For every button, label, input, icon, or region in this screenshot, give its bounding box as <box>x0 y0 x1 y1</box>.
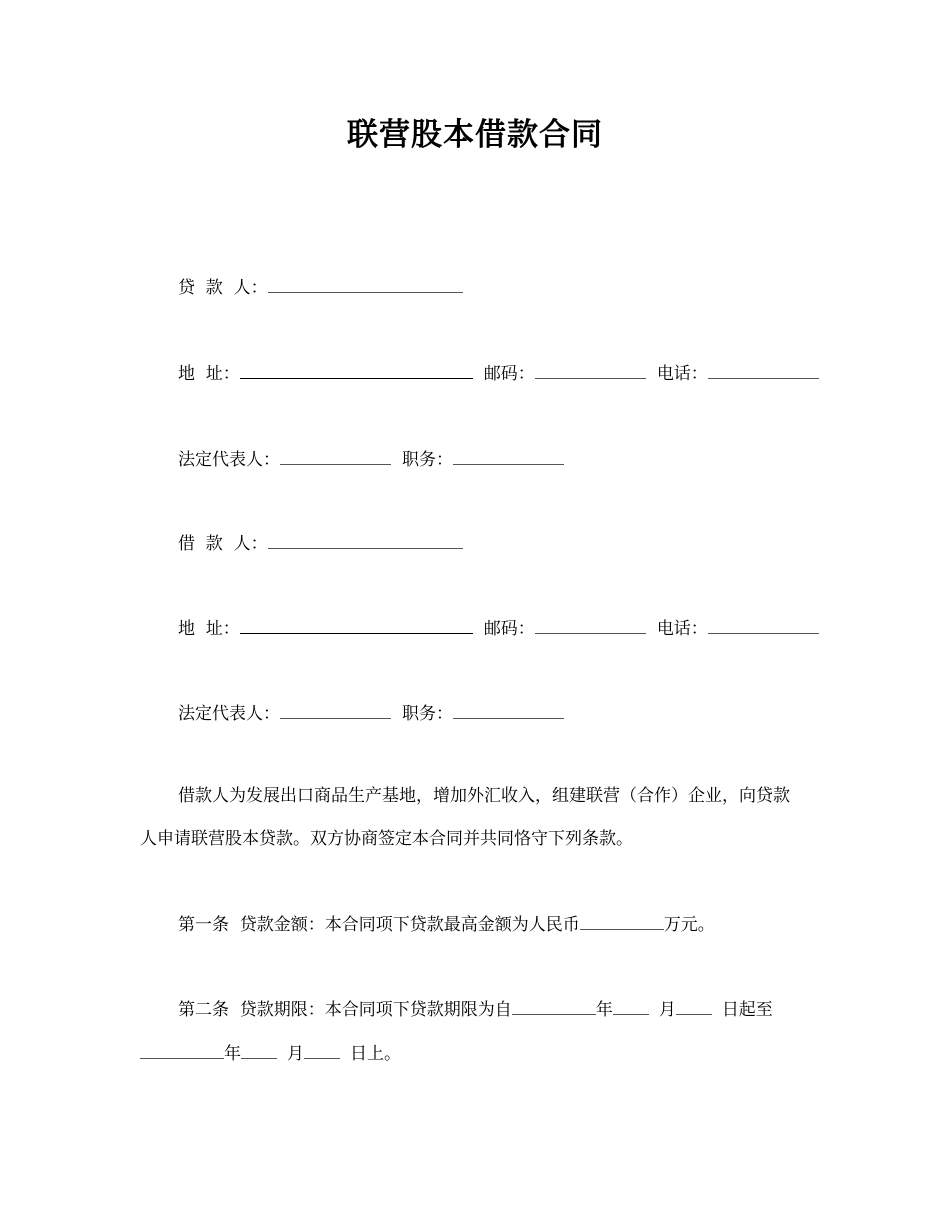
start-year-blank[interactable] <box>512 998 596 1015</box>
end-day-label: 日上。 <box>350 1044 401 1064</box>
end-year-blank[interactable] <box>140 1042 224 1059</box>
borrower-position-label: 职务： <box>402 704 453 724</box>
start-day-label: 日起至 <box>721 1000 773 1020</box>
borrower-postcode-blank[interactable] <box>535 615 646 634</box>
article-1-line <box>178 913 715 937</box>
end-day-blank[interactable] <box>304 1042 340 1059</box>
borrower-phone-blank[interactable] <box>708 615 819 634</box>
end-month-blank[interactable] <box>241 1042 277 1059</box>
article-1-unit: 万元。 <box>663 915 715 935</box>
end-year-label: 年 <box>224 1044 241 1064</box>
borrower-name-line <box>178 530 463 556</box>
start-day-blank[interactable] <box>676 998 712 1015</box>
lender-phone-blank[interactable] <box>708 360 819 379</box>
lender-phone-label: 电话： <box>656 364 708 384</box>
lender-address-line <box>178 360 819 386</box>
preamble-line-2: 人申请联营股本贷款。双方协商签定本合同并共同恪守下列条款。 <box>140 829 633 849</box>
article-2-line-1 <box>178 998 773 1022</box>
lender-position-label: 职务： <box>402 450 453 470</box>
preamble-paragraph <box>140 775 811 861</box>
lender-position-blank[interactable] <box>453 446 564 465</box>
lender-rep-blank[interactable] <box>280 446 391 465</box>
lender-address-label: 地 址： <box>178 364 240 384</box>
borrower-rep-line <box>178 700 564 726</box>
lender-name-line <box>178 274 463 300</box>
lender-rep-label: 法定代表人： <box>178 450 280 470</box>
article-2-text: 第二条 贷款期限：本合同项下贷款期限为自 <box>178 1000 512 1020</box>
lender-name-label: 贷 款 人： <box>178 278 268 298</box>
lender-postcode-blank[interactable] <box>535 360 646 379</box>
borrower-address-label: 地 址： <box>178 619 240 639</box>
document-title: 联营股本借款合同 <box>347 117 603 153</box>
article-2-line-2 <box>140 1042 401 1066</box>
borrower-name-blank[interactable] <box>268 530 463 549</box>
start-month-label: 月 <box>658 1000 676 1020</box>
lender-name-blank[interactable] <box>268 274 463 293</box>
borrower-name-label: 借 款 人： <box>178 534 268 554</box>
borrower-position-blank[interactable] <box>453 700 564 719</box>
borrower-rep-label: 法定代表人： <box>178 704 280 724</box>
preamble-line-1: 借款人为发展出口商品生产基地，增加外汇收入，组建联营（合作）企业，向贷款 <box>178 786 790 806</box>
end-month-label: 月 <box>287 1044 304 1064</box>
lender-rep-line <box>178 446 564 472</box>
lender-address-blank[interactable] <box>240 360 473 379</box>
loan-amount-blank[interactable] <box>580 913 664 930</box>
start-month-blank[interactable] <box>613 998 649 1015</box>
lender-postcode-label: 邮码： <box>483 364 535 384</box>
borrower-phone-label: 电话： <box>656 619 708 639</box>
start-year-label: 年 <box>595 1000 613 1020</box>
borrower-rep-blank[interactable] <box>280 700 391 719</box>
borrower-postcode-label: 邮码： <box>483 619 535 639</box>
borrower-address-line <box>178 615 819 641</box>
borrower-address-blank[interactable] <box>240 615 473 634</box>
article-1-text: 第一条 贷款金额：本合同项下贷款最高金额为人民币 <box>178 915 580 935</box>
